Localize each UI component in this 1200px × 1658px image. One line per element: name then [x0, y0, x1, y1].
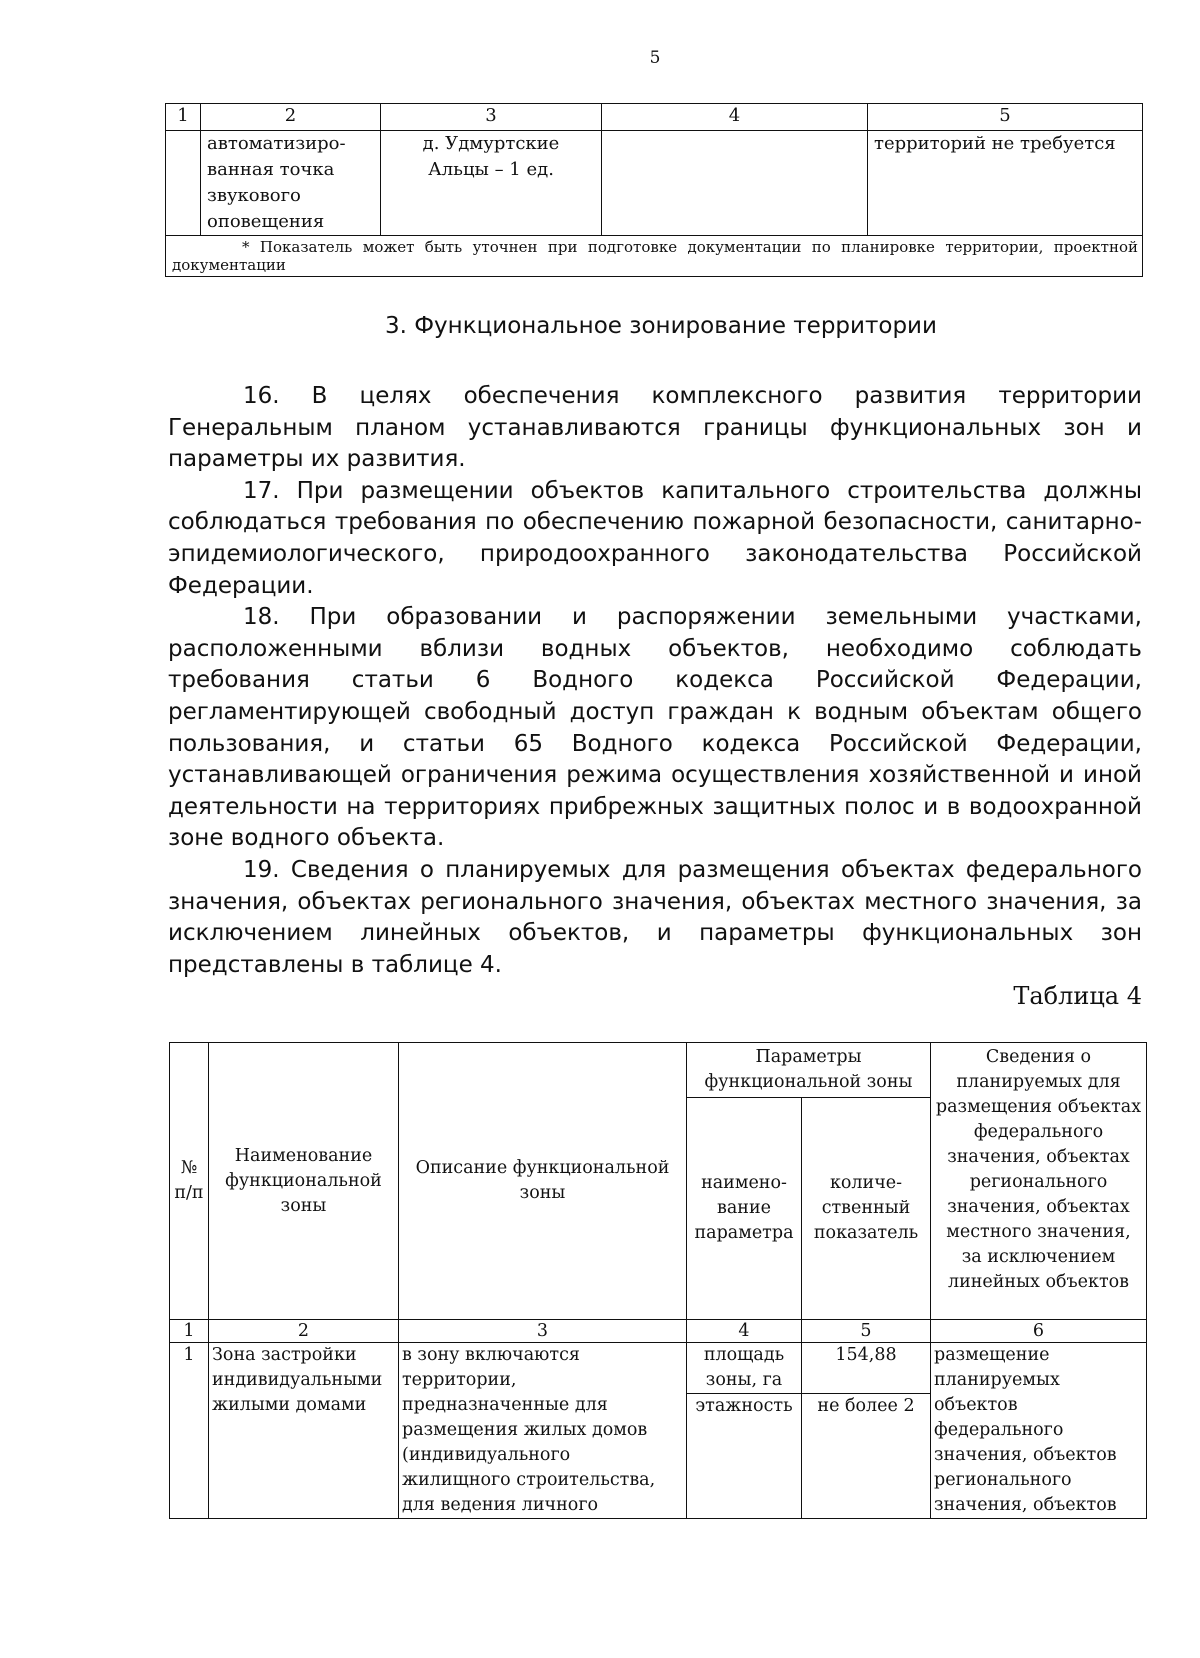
column-number: 6 [931, 1320, 1147, 1343]
param-area-name: площадь зоны, га [687, 1343, 802, 1394]
table-row [170, 1343, 1147, 1394]
row-zone-name: Зона застройки индивидуальными жилыми домами [209, 1343, 399, 1519]
header-zone-name: Наименование функциональной зоны [209, 1043, 399, 1320]
top-header-cell: 4 [602, 104, 868, 131]
page-number: 5 [649, 48, 661, 68]
top-cell-col4 [602, 131, 868, 236]
param-area-value: 154,88 [802, 1343, 931, 1394]
table4-number-row [170, 1320, 1147, 1343]
paragraph-19: 19. Сведения о планируемых для размещения объектах федерального значения, объектах регионального значения, объектах местного значения, за исключением линейных объектов, и параметры функциональных зон представлены в таблице 4. [168, 856, 1142, 978]
top-table-row [166, 131, 1143, 236]
header-no: № п/п [170, 1043, 209, 1320]
top-table-footnote-row [166, 236, 1143, 277]
row-zone-description: в зону включаются территории, предназначенные для размещения жилых домов (индивидуального жилищного строительства, для ведения личного [399, 1343, 687, 1519]
body-text [168, 381, 1142, 981]
paragraph-17: 17. При размещении объектов капитального строительства должны соблюдаться требования по обеспечению пожарной безопасности, санитарно-эпидемиологического, природоохранного законодательства Российской Федерации. [168, 477, 1142, 599]
column-number: 1 [170, 1320, 209, 1343]
top-cell-col3: д. Удмуртские Альцы – 1 ед. [381, 131, 602, 236]
param-floors-value: не более 2 [802, 1394, 931, 1519]
column-number: 4 [687, 1320, 802, 1343]
top-table [165, 103, 1143, 277]
paragraph-16: 16. В целях обеспечения комплексного развития территории Генеральным планом устанавливаются границы функциональных зон и параметры их развития. [168, 383, 1142, 473]
header-params-group: Параметры функциональной зоны [687, 1043, 931, 1098]
top-cell-col1 [166, 131, 201, 236]
top-header-cell: 1 [166, 104, 201, 131]
table4-header-row [170, 1043, 1147, 1098]
header-planned-objects: Сведения о планируемых для размещения объектах федерального значения, объектах регионального значения, объектах местного значения, за исключением линейных объектов [931, 1043, 1147, 1320]
row-planned-objects: размещение планируемых объектов федерального значения, объектов регионального значения, объектов [931, 1343, 1147, 1519]
top-header-cell: 3 [381, 104, 602, 131]
row-number: 1 [170, 1343, 209, 1519]
top-header-cell: 2 [201, 104, 381, 131]
column-number: 2 [209, 1320, 399, 1343]
paragraph-18: 18. При образовании и распоряжении земельными участками, расположенными вблизи водных объектов, необходимо соблюдать требования статьи 6 Водного кодекса Российской Федерации, регламентирующей свободный доступ граждан к водным объектам общего пользования, и статьи 65 Водного кодекса Российской Федерации, устанавливающей ограничения режима осуществления хозяйственной и иной деятельности на территориях прибрежных защитных полос и в водоохранной зоне водного объекта. [168, 604, 1142, 852]
top-cell-col5: территорий не требуется [868, 131, 1143, 236]
section-title: 3. Функциональное зонирование территории [385, 313, 937, 339]
table-label: Таблица 4 [1013, 982, 1142, 1010]
column-number: 5 [802, 1320, 931, 1343]
param-floors-name: этажность [687, 1394, 802, 1519]
top-cell-col2: автоматизиро-ванная точка звукового оповещения [201, 131, 381, 236]
header-zone-description: Описание функциональной зоны [399, 1043, 687, 1320]
header-param-name: наимено-вание параметра [687, 1098, 802, 1320]
column-number: 3 [399, 1320, 687, 1343]
header-param-value: количе-ственный показатель [802, 1098, 931, 1320]
table-4 [169, 1042, 1147, 1519]
footnote-text: * Показатель может быть уточнен при подготовке документации по планировке территории, проектной документации [172, 238, 1138, 274]
top-header-cell: 5 [868, 104, 1143, 131]
top-table-header-row [166, 104, 1143, 131]
